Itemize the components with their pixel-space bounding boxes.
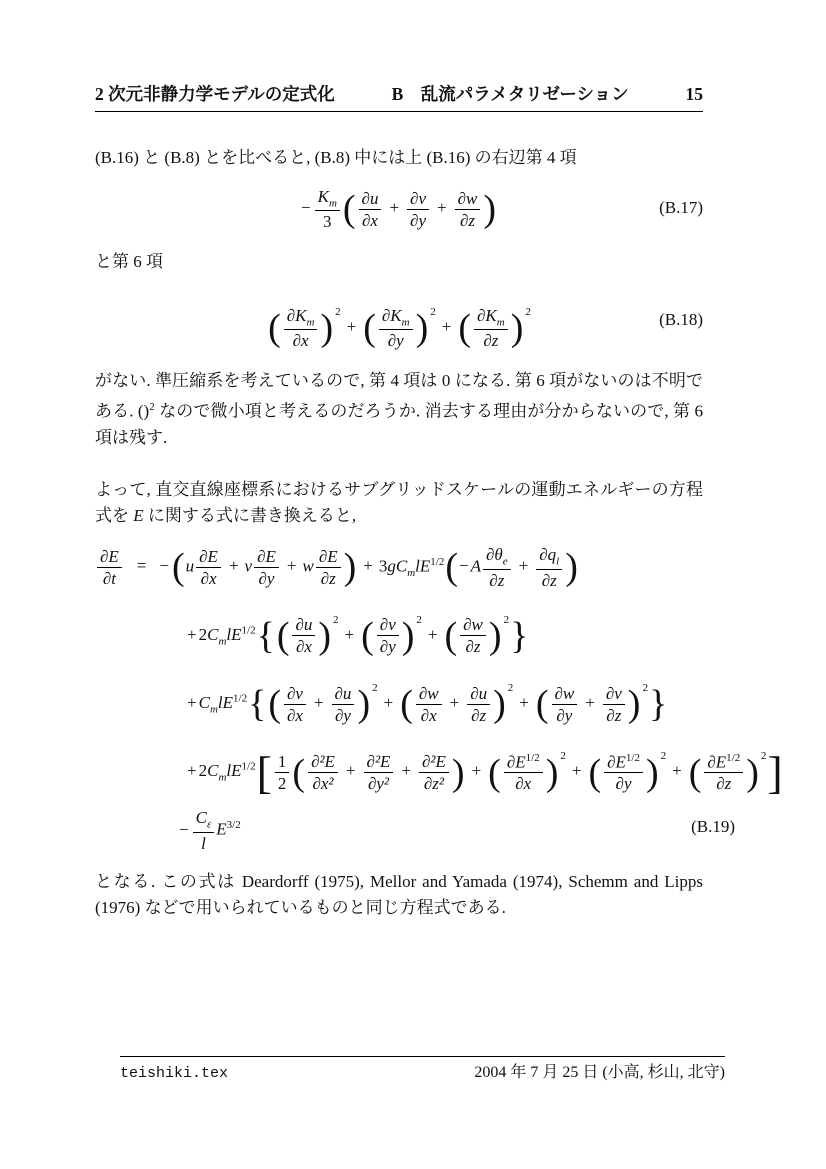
superscript-half: 1/2 bbox=[430, 555, 445, 568]
right-paren: ) bbox=[746, 751, 759, 794]
left-paren: ( bbox=[488, 751, 501, 794]
variable-l: l bbox=[226, 761, 232, 781]
right-paren: ) bbox=[401, 614, 415, 657]
fraction bbox=[377, 615, 399, 656]
fraction-numerator bbox=[536, 545, 562, 570]
paragraph-text: よって, 直交直線座標系におけるサブグリッドスケールの運動エネルギーの方程式を bbox=[95, 479, 703, 525]
variable: v bbox=[244, 556, 253, 576]
fraction-numerator bbox=[379, 306, 413, 331]
operator-plus: + bbox=[389, 198, 400, 217]
right-bracket: ] bbox=[767, 746, 783, 798]
superscript-2: 2 bbox=[525, 306, 531, 318]
superscript-half: 1/2 bbox=[625, 751, 640, 764]
variable-E: E bbox=[231, 624, 242, 644]
equation-b19-line3 bbox=[95, 665, 735, 733]
superscript-2: 2 bbox=[660, 750, 667, 763]
fraction-numerator bbox=[315, 187, 340, 212]
paragraph-text: (B.16) と (B.8) とを比べると, (B.8) 中には上 (B.16) の右辺第 4 項 bbox=[95, 148, 577, 167]
operator-plus: + bbox=[187, 693, 197, 713]
subscript: m bbox=[328, 197, 337, 210]
superscript-2: 2 bbox=[416, 613, 422, 626]
fraction-denominator: ∂x bbox=[420, 705, 437, 725]
fraction-one-half bbox=[275, 752, 290, 793]
term-dissipation bbox=[179, 802, 241, 853]
superscript-2: 2 bbox=[760, 750, 767, 763]
operator-plus: + bbox=[187, 624, 197, 644]
fraction-numerator: ∂²E bbox=[419, 752, 449, 773]
equals-sign: = bbox=[136, 556, 147, 576]
equation-b17 bbox=[95, 181, 703, 235]
variable: ∂K bbox=[286, 305, 307, 325]
fraction bbox=[603, 684, 625, 725]
superscript-half: 1/2 bbox=[233, 692, 248, 705]
operator-plus: + bbox=[383, 693, 394, 713]
operator-minus: − bbox=[179, 819, 189, 839]
superscript-2: 2 bbox=[560, 750, 566, 763]
fraction-numerator: ∂w bbox=[552, 684, 578, 705]
fraction bbox=[196, 547, 221, 588]
subscript: e bbox=[502, 555, 508, 568]
operator-plus: + bbox=[585, 693, 595, 713]
variable: K bbox=[317, 186, 329, 206]
operator-minus: − bbox=[459, 556, 469, 576]
fraction bbox=[455, 189, 481, 230]
left-paren: ( bbox=[276, 614, 290, 657]
page-footer bbox=[120, 1056, 725, 1084]
superscript-2: 2 bbox=[333, 613, 339, 626]
fraction bbox=[316, 547, 341, 588]
fraction-denominator: ∂y bbox=[387, 331, 404, 351]
variable-E: E bbox=[133, 505, 144, 525]
left-paren: ( bbox=[268, 307, 281, 350]
variable: C bbox=[195, 808, 207, 828]
variable: ∂E bbox=[506, 752, 526, 772]
right-paren: ) bbox=[415, 307, 429, 350]
paragraph-lead-in bbox=[95, 477, 703, 529]
fraction-theta-e bbox=[483, 545, 511, 590]
right-paren: ) bbox=[488, 614, 502, 657]
fraction bbox=[364, 752, 394, 793]
left-paren: ( bbox=[688, 751, 702, 794]
variable-l: l bbox=[217, 693, 223, 713]
fraction-km-over-3 bbox=[315, 187, 340, 232]
superscript-half: 1/2 bbox=[525, 751, 540, 764]
superscript-half: 1/2 bbox=[241, 624, 256, 637]
fraction bbox=[284, 684, 306, 725]
fraction-denominator: ∂y bbox=[335, 705, 351, 725]
fraction bbox=[467, 684, 490, 725]
variable: ∂θ bbox=[485, 545, 503, 565]
coefficient-3: 3 bbox=[378, 556, 388, 576]
fraction-q-l bbox=[536, 545, 562, 590]
fraction bbox=[379, 306, 413, 351]
right-paren: ) bbox=[320, 307, 334, 350]
left-brace: { bbox=[248, 683, 267, 726]
fraction bbox=[460, 615, 486, 656]
superscript-2: 2 bbox=[372, 682, 378, 695]
right-paren: ) bbox=[493, 683, 506, 726]
right-paren: ) bbox=[565, 546, 578, 589]
subscript-m: m bbox=[218, 635, 227, 648]
right-paren: ) bbox=[627, 683, 641, 726]
fraction-denominator: ∂y bbox=[379, 637, 396, 657]
variable-g: g bbox=[387, 556, 396, 576]
variable: w bbox=[302, 556, 314, 576]
variable-A: A bbox=[470, 556, 481, 576]
fraction-numerator bbox=[483, 545, 511, 570]
fraction-numerator: ∂E bbox=[97, 547, 122, 568]
fraction bbox=[704, 752, 743, 794]
fraction bbox=[332, 684, 355, 725]
fraction-numerator bbox=[284, 306, 318, 331]
fraction-numerator: ∂u bbox=[292, 615, 315, 636]
fraction-numerator: ∂²E bbox=[308, 752, 338, 773]
operator-plus: + bbox=[427, 624, 438, 644]
left-paren: ( bbox=[268, 683, 281, 726]
superscript-2: 2 bbox=[642, 682, 648, 695]
variable: ∂q bbox=[539, 545, 557, 565]
fraction-denominator: ∂x bbox=[295, 637, 312, 657]
operator-plus: + bbox=[471, 761, 482, 781]
variable-l: l bbox=[415, 556, 420, 576]
variable-E: E bbox=[216, 819, 227, 839]
fraction-denominator: ∂x bbox=[362, 210, 378, 230]
paragraph-text: がない. 準圧縮系を考えているので, 第 4 項は 0 になる. 第 6 項がないのは不明である. () bbox=[95, 371, 703, 421]
fraction-denominator: ∂x bbox=[200, 568, 217, 588]
operator-plus: + bbox=[672, 761, 682, 781]
fraction-denominator: 3 bbox=[322, 212, 332, 232]
operator-plus: + bbox=[346, 317, 357, 336]
page-number: 15 bbox=[685, 84, 703, 104]
subscript-m: m bbox=[218, 771, 227, 784]
subscript: m bbox=[496, 316, 505, 329]
fraction-denominator: ∂z bbox=[489, 570, 505, 590]
fraction-numerator: ∂w bbox=[416, 684, 442, 705]
right-paren: ) bbox=[318, 614, 332, 657]
fraction-numerator bbox=[193, 808, 215, 833]
fraction-denominator: ∂y bbox=[556, 705, 573, 725]
fraction-numerator: ∂u bbox=[467, 684, 490, 705]
operator-plus: + bbox=[571, 761, 582, 781]
fraction-denominator: ∂z bbox=[471, 705, 487, 725]
operator-plus: + bbox=[345, 761, 356, 781]
subscript: ε bbox=[206, 818, 212, 831]
fraction-denominator: ∂x bbox=[515, 774, 532, 794]
fraction-numerator: ∂v bbox=[377, 615, 399, 636]
fraction bbox=[284, 306, 318, 351]
operator-minus: − bbox=[159, 556, 169, 576]
fraction-denominator: ∂z bbox=[541, 570, 557, 590]
subscript-m: m bbox=[407, 566, 416, 579]
fraction-denominator: ∂x bbox=[292, 331, 309, 351]
fraction-denominator: ∂z bbox=[465, 637, 481, 657]
operator-plus: + bbox=[441, 317, 452, 336]
operator-plus: + bbox=[437, 198, 447, 217]
fraction bbox=[504, 752, 543, 794]
left-paren: ( bbox=[445, 546, 458, 589]
left-paren: ( bbox=[292, 751, 306, 794]
fraction-numerator bbox=[474, 306, 508, 331]
fraction-numerator bbox=[604, 752, 643, 774]
variable: ∂K bbox=[477, 305, 497, 325]
superscript-half: 1/2 bbox=[726, 751, 741, 764]
variable-E: E bbox=[419, 556, 431, 576]
right-brace: } bbox=[648, 683, 668, 726]
right-paren: ) bbox=[645, 751, 659, 794]
left-paren: ( bbox=[458, 307, 471, 350]
variable: u bbox=[185, 556, 195, 576]
fraction bbox=[292, 615, 315, 656]
fraction-numerator: ∂w bbox=[455, 189, 481, 210]
fraction-numerator: ∂u bbox=[332, 684, 355, 705]
right-brace: } bbox=[510, 614, 529, 657]
left-paren: ( bbox=[588, 751, 602, 794]
equation-tag-b19: (B.19) bbox=[691, 817, 735, 837]
fraction-numerator: 1 bbox=[275, 752, 290, 773]
fraction-numerator: ∂v bbox=[603, 684, 625, 705]
subscript: m bbox=[401, 316, 410, 329]
coefficient-2: 2 bbox=[198, 761, 208, 781]
fraction-numerator: ∂E bbox=[254, 547, 279, 568]
footer-date-authors: 2004 年 7 月 25 日 (小高, 杉山, 北守) bbox=[474, 1064, 725, 1081]
fraction-numerator: ∂v bbox=[284, 684, 306, 705]
fraction-denominator: 2 bbox=[277, 774, 287, 794]
fraction-denominator: ∂y bbox=[258, 568, 275, 588]
paragraph-text: なので微小項と考えるのだろうか. 消去する理由が分からないので, 第 6 項は残す. bbox=[95, 401, 703, 447]
operator-plus: + bbox=[363, 556, 373, 576]
fraction bbox=[254, 547, 279, 588]
superscript-threehalf: 3/2 bbox=[226, 818, 241, 831]
header-section-center: B 乱流パラメタリゼーション bbox=[391, 84, 629, 104]
fraction bbox=[308, 752, 338, 793]
left-paren: ( bbox=[444, 614, 458, 657]
variable-C: C bbox=[395, 556, 408, 576]
fraction-denominator: ∂z bbox=[459, 210, 475, 230]
operator-plus: + bbox=[286, 556, 297, 576]
left-paren: ( bbox=[171, 546, 185, 589]
operator-plus: + bbox=[187, 761, 197, 781]
fraction-denominator: ∂x bbox=[286, 705, 303, 725]
operator-plus: + bbox=[228, 556, 239, 576]
fraction bbox=[416, 684, 442, 725]
fraction-denominator: ∂t bbox=[102, 568, 116, 588]
variable-E: E bbox=[231, 761, 242, 781]
paragraph-text: に関する式に書き換えると, bbox=[143, 505, 357, 525]
fraction-denominator: ∂z bbox=[320, 568, 336, 588]
fraction bbox=[604, 752, 643, 794]
operator-plus: + bbox=[313, 693, 324, 713]
paragraph-text: となる. この式は Deardorff (1975), Mellor and Yamada (1974), Schemm and Lipps (1976) などで用いられているものと同じ方程式である. bbox=[95, 871, 703, 917]
fraction-denominator: ∂z² bbox=[423, 774, 445, 794]
paragraph-intro bbox=[95, 145, 703, 171]
variable-C: C bbox=[198, 693, 210, 713]
equation-tag-b18: (B.18) bbox=[659, 309, 703, 329]
equation-tag-b17: (B.17) bbox=[659, 198, 703, 217]
superscript-2: 2 bbox=[335, 306, 341, 318]
subscript: m bbox=[306, 316, 315, 329]
coefficient-2: 2 bbox=[198, 624, 208, 644]
page-header bbox=[95, 84, 703, 112]
superscript-2: 2 bbox=[503, 613, 510, 626]
variable-C: C bbox=[207, 761, 219, 781]
right-paren: ) bbox=[343, 546, 357, 589]
fraction-denominator: ∂z bbox=[483, 331, 499, 351]
paragraph-text: と第 6 項 bbox=[95, 252, 163, 271]
paragraph-discussion bbox=[95, 368, 703, 451]
equation-b19 bbox=[95, 539, 783, 853]
fraction-numerator bbox=[704, 752, 743, 774]
left-brace: { bbox=[256, 614, 275, 657]
variable: ∂E bbox=[607, 752, 626, 772]
fraction-denominator: ∂y² bbox=[367, 774, 390, 794]
fraction-denominator: l bbox=[201, 833, 206, 853]
fraction-numerator bbox=[504, 752, 543, 774]
fraction-numerator: ∂E bbox=[196, 547, 221, 568]
fraction-denominator: ∂y bbox=[410, 210, 426, 230]
operator-plus: + bbox=[401, 761, 412, 781]
equation-b19-line5 bbox=[95, 802, 735, 853]
operator-plus: + bbox=[519, 693, 529, 713]
subscript: l bbox=[556, 555, 560, 568]
equation-b19-line4 bbox=[95, 733, 783, 801]
left-paren: ( bbox=[361, 614, 374, 657]
fraction bbox=[419, 752, 449, 793]
fraction bbox=[359, 189, 382, 230]
fraction-denominator: ∂y bbox=[615, 774, 632, 794]
operator-plus: + bbox=[344, 624, 355, 644]
left-paren: ( bbox=[363, 307, 376, 350]
variable: ∂K bbox=[381, 305, 402, 325]
left-paren: ( bbox=[342, 188, 356, 231]
fraction-numerator: ∂u bbox=[359, 189, 382, 210]
right-paren: ) bbox=[451, 751, 465, 794]
fraction-denominator: ∂z bbox=[606, 705, 622, 725]
variable-E: E bbox=[222, 693, 234, 713]
equation-b18 bbox=[95, 285, 703, 354]
footer-filename: teishiki.tex bbox=[120, 1065, 229, 1082]
fraction-numerator: ∂v bbox=[407, 189, 429, 210]
fraction bbox=[407, 189, 429, 230]
left-bracket: [ bbox=[256, 746, 272, 798]
superscript-half: 1/2 bbox=[241, 760, 256, 773]
text-block bbox=[95, 84, 783, 921]
header-section-left: 2 次元非静力学モデルの定式化 bbox=[95, 84, 335, 104]
superscript-2: 2 bbox=[430, 306, 436, 318]
left-paren: ( bbox=[400, 683, 413, 726]
right-paren: ) bbox=[545, 751, 559, 794]
fraction-numerator: ∂²E bbox=[364, 752, 394, 773]
operator-minus: − bbox=[301, 198, 311, 217]
variable-l: l bbox=[226, 624, 232, 644]
fraction-denominator: ∂z bbox=[716, 774, 732, 794]
right-paren: ) bbox=[510, 307, 524, 350]
equation-b19-line2 bbox=[95, 597, 735, 665]
right-paren: ) bbox=[357, 683, 371, 726]
left-paren: ( bbox=[535, 683, 549, 726]
fraction bbox=[552, 684, 578, 725]
fraction-ceps-over-l bbox=[193, 808, 215, 853]
variable: ∂E bbox=[707, 752, 727, 772]
operator-plus: + bbox=[449, 693, 460, 713]
equation-b19-line1 bbox=[95, 539, 735, 597]
fraction-numerator: ∂E bbox=[316, 547, 341, 568]
superscript-2: 2 bbox=[507, 682, 514, 695]
superscript-2: 2 bbox=[149, 401, 155, 413]
fraction-dEdt bbox=[97, 547, 122, 588]
variable-C: C bbox=[207, 624, 219, 644]
fraction-numerator: ∂w bbox=[460, 615, 486, 636]
paragraph-and-term6 bbox=[95, 249, 703, 275]
operator-plus: + bbox=[518, 556, 529, 576]
right-paren: ) bbox=[483, 188, 496, 231]
paragraph-closing bbox=[95, 869, 703, 921]
fraction bbox=[474, 306, 508, 351]
subscript-m: m bbox=[209, 703, 218, 716]
fraction-denominator: ∂x² bbox=[312, 774, 334, 794]
